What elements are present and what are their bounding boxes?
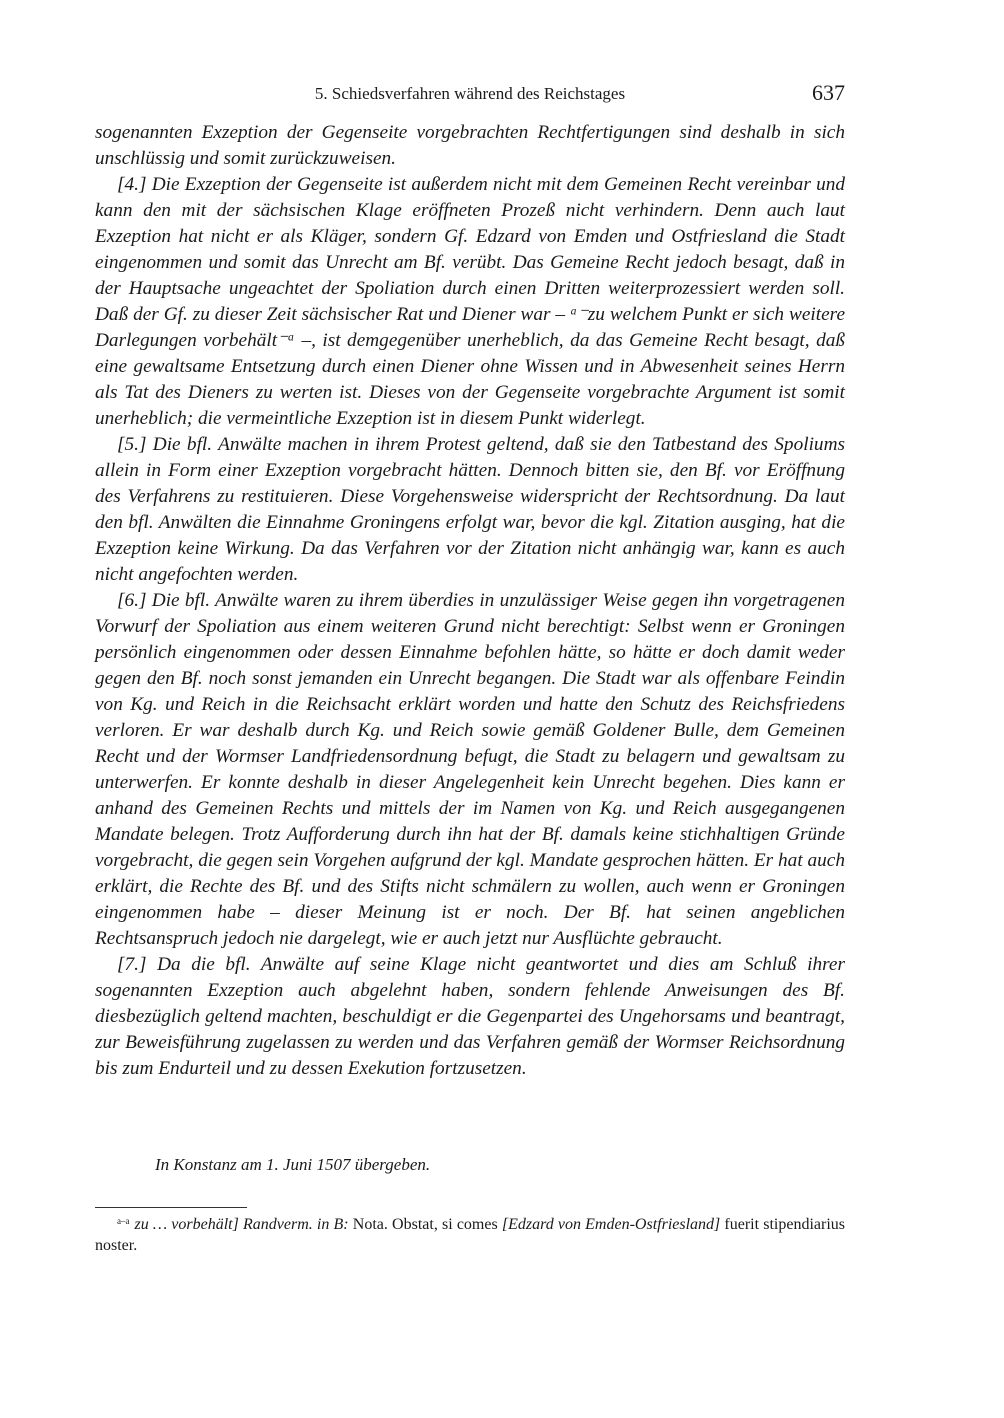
paragraph-4: [4.] Die Exzeption der Gegenseite ist außerdem nicht mit dem Gemeinen Recht vereinbar und kann den mit der sächsischen Klage eröffneten Prozeß nicht verhindern. Denn auch laut Exzeption hat nicht er als Kläger, sondern Gf. Edzard von Emden und Ostfriesland die Stadt eingenommen und somit das Unrecht am Bf. verübt. Das Gemeine Recht jedoch besagt, daß in der Hauptsache ungeachtet der Spoliation durch einen Dritten weiterprozessiert werden soll. Daß der Gf. zu dieser Zeit sächsischer Rat und Diener war – ᵃ⁻zu welchem Punkt er sich weitere Darlegungen vorbehält⁻ᵃ –, ist demgegenüber unerheblich, da das Gemeine Recht besagt, daß eine gewaltsame Entsetzung durch einen Diener ohne Wissen und in Abwesenheit seines Herrn als Tat des Dieners zu werten ist. Dieses von der Gegenseite vorgebrachte Argument ist somit unerheblich; die vermeintliche Exzeption ist in diesem Punkt widerlegt. [95,174,845,429]
paragraph-continuation: sogenannten Exzeption der Gegenseite vorgebrachten Rechtfertigungen sind deshalb in sich unschlüssig und somit zurückzuweisen. [95,122,845,169]
footnote-text-1: Nota. Obstat, si comes [348,1216,502,1233]
footnote [95,1211,845,1256]
running-title: 5. Schiedsverfahren während des Reichstages [314,84,626,103]
footnote-name: [Edzard von Emden-Ostfriesland] [501,1216,721,1233]
footnote-lemma: zu … vorbehält] Randverm. in B: [134,1216,349,1233]
signoff: In Konstanz am 1. Juni 1507 übergeben. [155,1155,431,1174]
footnote-text-2: fuerit stipendiarius noster. [95,1216,846,1254]
footnote-divider [95,1207,247,1208]
page-number: 637 [812,80,845,105]
body-text [95,120,845,1082]
paragraph-6: [6.] Die bfl. Anwälte waren zu ihrem überdies in unzulässiger Weise gegen ihn vorgetragenen Vorwurf der Spoliation aus einem weiteren Grund nicht berechtigt: Selbst wenn er Groningen persönlich eingenommen oder dessen Einnahme befohlen hätte, so hätte er doch damit weder gegen den Bf. noch sonst jemanden ein Unrecht begangen. Die Stadt war als offenbare Feindin von Kg. und Reich in die Reichsacht erklärt worden und hatte den Schutz des Reichsfriedens verloren. Er war deshalb durch Kg. und Reich sowie gemäß Goldener Bulle, dem Gemeinen Recht und der Wormser Landfriedensordnung befugt, die Stadt zu belagern und gewaltsam zu unterwerfen. Er konnte deshalb in dieser Angelegenheit kein Unrecht begehen. Dies kann er anhand des Gemeinen Rechts und mittels der im Namen von Kg. und Reich ausgegangenen Mandate belegen. Trotz Aufforderung durch ihn hat der Bf. damals keine stichhaltigen Gründe vorgebracht, die gegen sein Vorgehen aufgrund der kgl. Mandate gesprochen hätten. Er hat auch erklärt, die Rechte des Bf. und des Stifts nicht schmälern zu wollen, auch wenn er Groningen eingenommen habe – dieser Meinung ist er noch. Der Bf. hat seinen angeblichen Rechtsanspruch jedoch nie dargelegt, wie er auch jetzt nur Ausflüchte gebraucht. [95,590,845,949]
paragraph-5: [5.] Die bfl. Anwälte machen in ihrem Protest geltend, daß sie den Tatbestand des Spoliums allein in Form einer Exzeption vorgebracht hätten. Dennoch bitten sie, den Bf. vor Eröffnung des Verfahrens zu restituieren. Diese Vorgehensweise widerspricht der Rechtsordnung. Da laut den bfl. Anwälten die Einnahme Groningens erfolgt war, bevor die kgl. Zitation ausging, hat die Exzeption keine Wirkung. Da das Verfahren vor der Zitation nicht anhängig war, kann es auch nicht angefochten werden. [95,434,845,585]
running-head [95,80,845,110]
paragraph-7: [7.] Da die bfl. Anwälte auf seine Klage nicht geantwortet und dies am Schluß ihrer sogenannten Exzeption auch abgelehnt haben, sondern fehlende Anweisungen des Bf. diesbezüglich geltend machten, beschuldigt er die Gegenpartei des Ungehorsams und beantragt, zur Beweisführung zugelassen zu werden und das Verfahren gemäß der Wormser Reichsordnung bis zum Endurteil und zu dessen Exekution fortzusetzen. [95,954,845,1079]
footnote-mark: a–a [117,1216,130,1226]
